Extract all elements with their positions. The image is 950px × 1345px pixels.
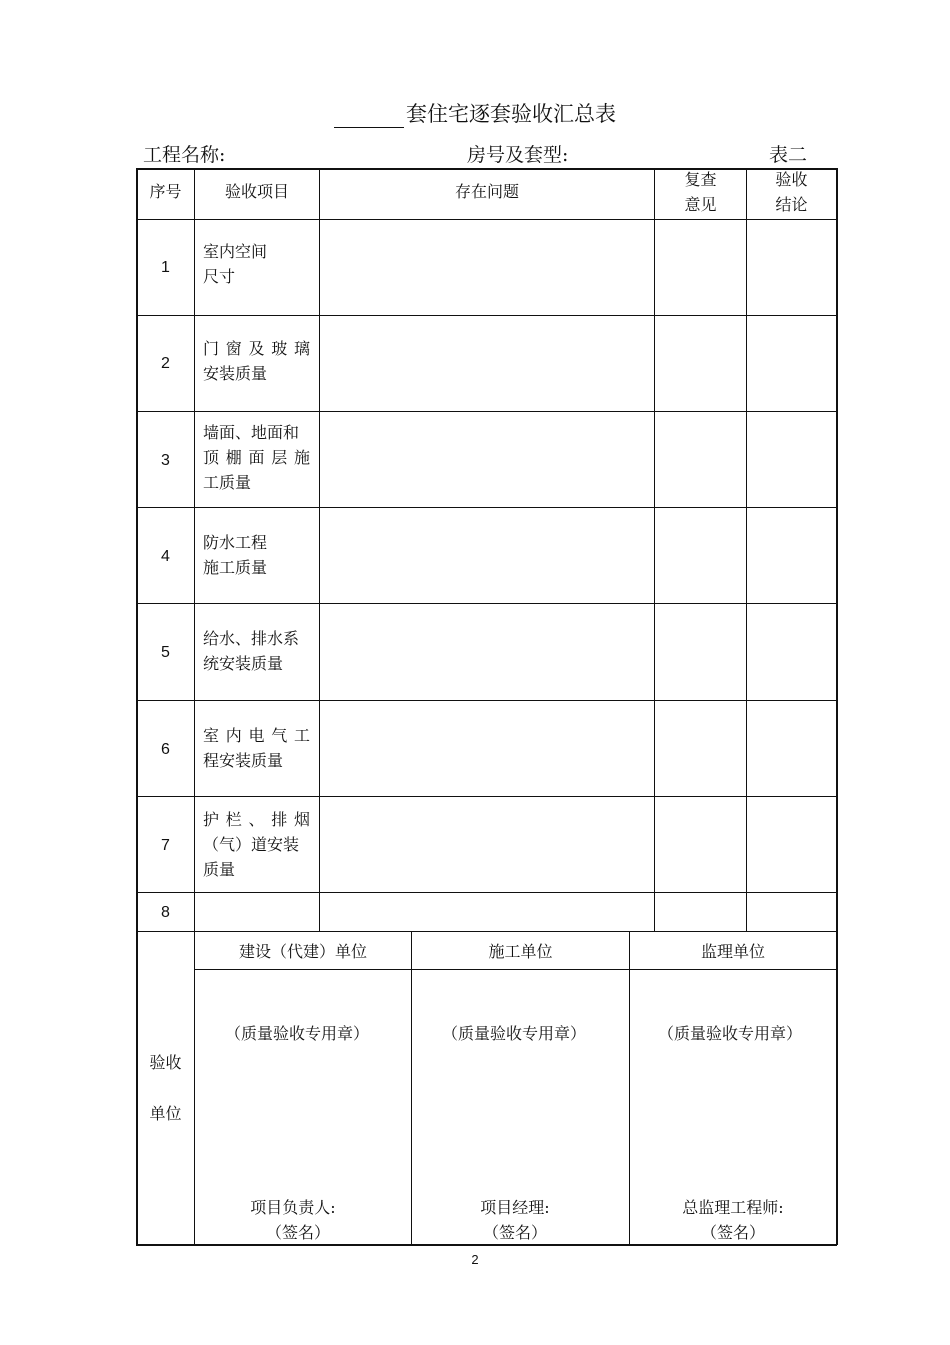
title-text: 套住宅逐套验收汇总表 — [406, 102, 616, 126]
unit-2-name: 施工单位 — [488, 942, 553, 961]
row-7-item — [203, 807, 310, 882]
title-blank — [334, 105, 404, 128]
row-8-number: 8 — [161, 904, 170, 921]
unit-1-signer: 项目负责人: — [250, 1198, 336, 1217]
project-name-label: 工程名称: — [143, 144, 226, 166]
row-1-item-line-2: 尺寸 — [203, 267, 236, 286]
conclusion-line-2: 结论 — [775, 195, 808, 214]
row-6-number: 6 — [161, 741, 170, 758]
unit-3-sign: （签名） — [700, 1223, 765, 1242]
row-2-item-line-2: 安装质量 — [203, 364, 268, 383]
unit-3-signer: 总监理工程师: — [682, 1198, 784, 1217]
column-header-issues: 存在问题 — [454, 182, 519, 201]
row-5-number: 5 — [161, 644, 170, 661]
row-4-item — [203, 530, 310, 580]
row-3-item-line-3: 工质量 — [203, 473, 252, 492]
unit-2-seal: （质量验收专用章） — [441, 1024, 586, 1043]
row-3-number: 3 — [161, 452, 170, 469]
unit-2-sign: （签名） — [482, 1223, 547, 1242]
acceptance-label-line-1: 验收 — [149, 1053, 182, 1072]
row-2-item-line-1: 门 窗 及 玻 璃 — [203, 339, 310, 358]
row-7-item-line-3: 质量 — [203, 860, 236, 879]
column-header-conclusion — [747, 167, 836, 217]
row-7-number: 7 — [161, 837, 170, 854]
column-header-review — [655, 167, 746, 217]
column-header-item: 验收项目 — [224, 182, 289, 201]
unit-2-signer: 项目经理: — [480, 1198, 550, 1217]
unit-1-seal: （质量验收专用章） — [224, 1024, 369, 1043]
review-line-2: 意见 — [684, 195, 717, 214]
row-1-item — [203, 239, 310, 289]
row-4-number: 4 — [161, 548, 170, 565]
row-1-item-line-1: 室内空间 — [203, 242, 268, 261]
column-header-seq: 序号 — [149, 182, 182, 201]
page-title — [0, 98, 950, 128]
row-2-number: 2 — [161, 355, 170, 372]
row-2-item — [203, 336, 310, 386]
row-5-item — [203, 626, 310, 676]
unit-1-name: 建设（代建）单位 — [238, 942, 367, 961]
row-3-item-line-2: 顶 棚 面 层 施 — [203, 448, 310, 467]
row-6-item-line-1: 室 内 电 气 工 — [203, 726, 310, 745]
row-6-item — [203, 723, 310, 773]
row-7-item-line-1: 护 栏 、 排 烟 — [203, 810, 310, 829]
row-5-item-line-2: 统安装质量 — [203, 654, 284, 673]
acceptance-label-line-2: 单位 — [149, 1104, 182, 1123]
row-4-item-line-1: 防水工程 — [203, 533, 268, 552]
unit-3-name: 监理单位 — [700, 942, 765, 961]
table-number: 表二 — [769, 144, 808, 166]
review-line-1: 复查 — [684, 170, 717, 189]
unit-3-seal: （质量验收专用章） — [657, 1024, 802, 1043]
row-7-item-line-2: （气）道安装 — [203, 835, 300, 854]
row-6-item-line-2: 程安装质量 — [203, 751, 284, 770]
conclusion-line-1: 验收 — [775, 170, 808, 189]
unit-1-sign: （签名） — [265, 1223, 330, 1242]
row-5-item-line-1: 给水、排水系 — [203, 629, 300, 648]
row-3-item — [203, 420, 310, 495]
room-type-label: 房号及套型: — [467, 144, 569, 166]
page-number: 2 — [471, 1252, 479, 1267]
row-4-item-line-2: 施工质量 — [203, 558, 268, 577]
row-1-number: 1 — [161, 259, 170, 276]
row-3-item-line-1: 墙面、地面和 — [203, 423, 300, 442]
